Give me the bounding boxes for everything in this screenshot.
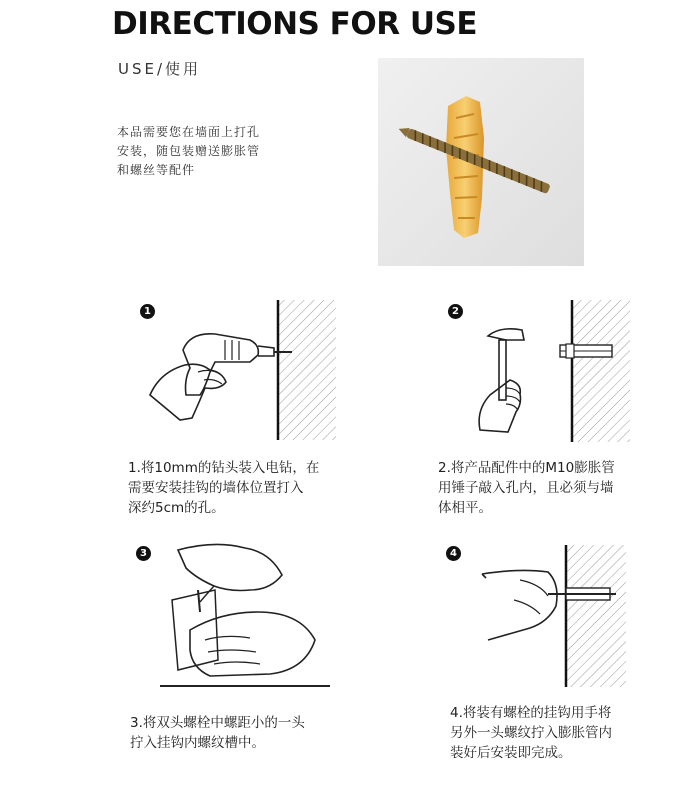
- step-number-badge: 4: [446, 546, 461, 561]
- caption-line: 体相平。: [438, 500, 492, 516]
- intro-line: 和螺丝等配件: [117, 163, 196, 177]
- caption-line: 3.将双头螺栓中螺距小的一头: [130, 715, 305, 731]
- caption-line: 装好后安装即完成。: [450, 745, 572, 761]
- section-subtitle: USE/使用: [118, 60, 202, 78]
- caption-line: 2.将产品配件中的M10膨胀管: [438, 460, 615, 476]
- step-4-caption: [450, 703, 612, 763]
- caption-line: 1.将10mm的钻头装入电钻，在: [128, 460, 320, 476]
- caption-line: 用锤子敲入孔内，且必须与墙: [438, 480, 614, 496]
- intro-line: 本品需要您在墙面上打孔: [117, 125, 261, 139]
- page-title: DIRECTIONS FOR USE: [112, 6, 478, 42]
- caption-line: 4.将装有螺栓的挂钩用手将: [450, 705, 612, 721]
- caption-line: 另外一头螺纹拧入膨胀管内: [450, 725, 612, 741]
- caption-line: 深约5cm的孔。: [128, 500, 225, 516]
- intro-line: 安装，随包装赠送膨胀管: [117, 144, 261, 158]
- step-number-badge: 2: [448, 304, 463, 319]
- step-number-badge: 3: [136, 546, 151, 561]
- caption-line: 拧入挂钩内螺纹槽中。: [130, 735, 265, 751]
- caption-line: 需要安装挂钩的墙体位置打入: [128, 480, 304, 496]
- step-number-badge: 1: [140, 304, 155, 319]
